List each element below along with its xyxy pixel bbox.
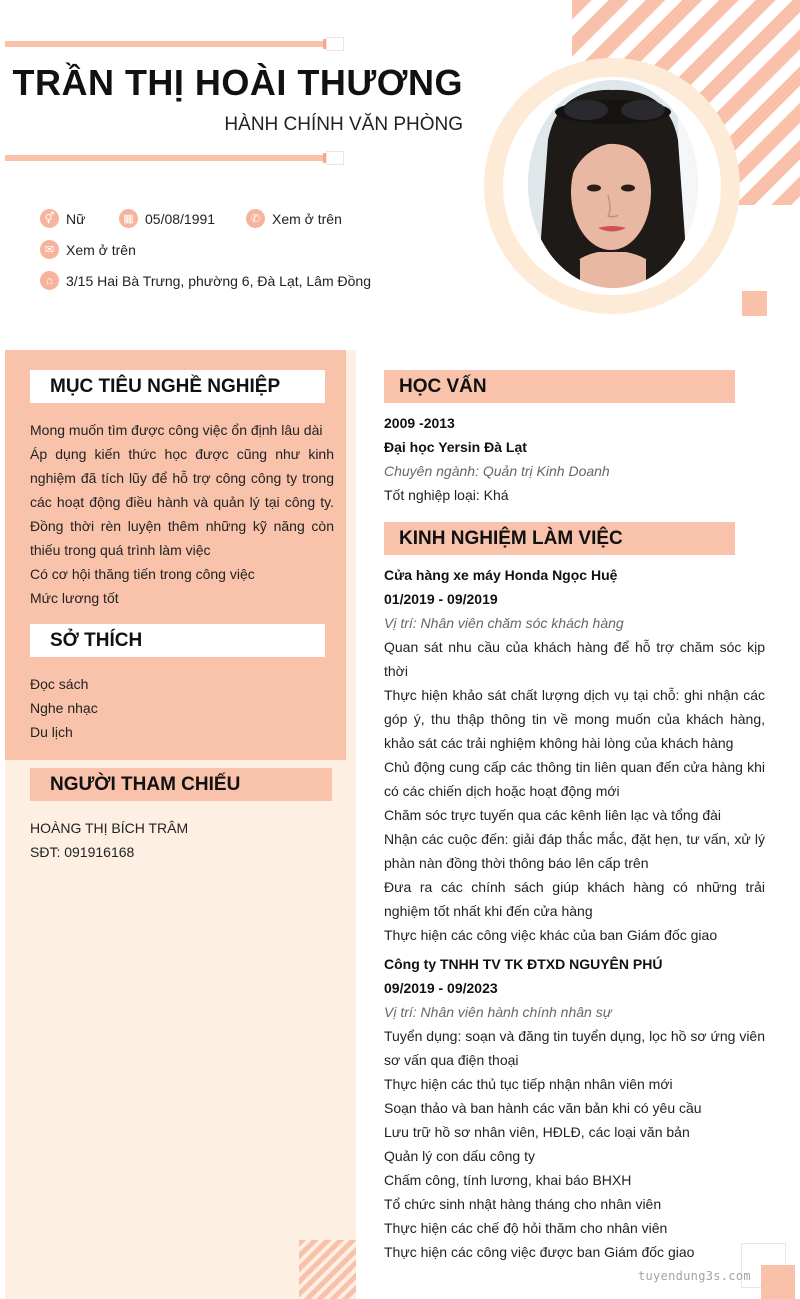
rule-end — [326, 151, 344, 165]
job-period: 09/2019 - 09/2023 — [384, 980, 498, 996]
reference-phone: SĐT: 091916168 — [30, 844, 135, 860]
rule-end — [326, 37, 344, 51]
hobby-item: Du lịch — [30, 724, 73, 740]
gender-value: Nữ — [66, 210, 86, 227]
reference-name: HOÀNG THỊ BÍCH TRÂM — [30, 820, 189, 836]
education-content — [384, 411, 765, 507]
candidate-name: TRẦN THỊ HOÀI THƯƠNG — [12, 62, 463, 103]
job-duty: Chăm sóc trực tuyến qua các kênh liên lạc và tổng đài — [384, 807, 721, 823]
job-duty: Chấm công, tính lương, khai báo BHXH — [384, 1172, 632, 1188]
home-icon: ⌂ — [40, 271, 59, 290]
calendar-icon: ▦ — [119, 209, 138, 228]
hobby-item: Nghe nhạc — [30, 700, 98, 716]
phone-value: Xem ở trên — [272, 210, 342, 227]
bottom-stripes-decoration — [299, 1240, 356, 1299]
job-position: Vị trí: Nhân viên hành chính nhân sự — [384, 1004, 612, 1020]
job-duty: Tuyển dụng: soạn và đăng tin tuyển dụng, lọc hồ sơ ứng viên sơ vấn qua điện thoại — [384, 1028, 765, 1068]
phone-icon: ✆ — [246, 209, 265, 228]
company-name: Công ty TNHH TV TK ĐTXD NGUYÊN PHÚ — [384, 956, 663, 972]
section-title-hobbies: SỞ THÍCH — [30, 624, 325, 657]
job-duty: Thực hiện các công việc được ban Giám đốc giao — [384, 1244, 695, 1260]
job-duty: Thực hiện các công việc khác của ban Giám đốc giao — [384, 927, 718, 943]
birthday-value: 05/08/1991 — [145, 210, 216, 227]
objective-line: Mong muốn tìm được công việc ổn định lâu dài — [30, 422, 323, 438]
education-period: 2009 -2013 — [384, 415, 455, 431]
corner-square-decoration — [761, 1265, 795, 1299]
job-duty: Lưu trữ hồ sơ nhân viên, HĐLĐ, các loại văn bản — [384, 1124, 690, 1140]
education-grade: Tốt nghiệp loại: Khá — [384, 487, 509, 503]
objective-line: Áp dụng kiến thức học được cũng như kinh nghiệm đã tích lũy để hỗ trợ công công ty trong các hoạt động điều hành và quản lý tại công ty. Đồng thời rèn luyện thêm những kỹ năng còn thiếu trong quá trình làm việc — [30, 446, 334, 558]
watermark: tuyendung3s.com — [638, 1269, 751, 1283]
section-title-references: NGƯỜI THAM CHIẾU — [30, 768, 332, 801]
avatar — [528, 80, 698, 288]
job-duty: Chủ động cung cấp các thông tin liên quan đến cửa hàng khi có các chiến dịch hoặc hoạt động mới — [384, 759, 765, 799]
experience-item — [384, 952, 765, 1264]
objective-content — [30, 418, 334, 610]
contact-address — [40, 271, 371, 290]
left-column-edge — [346, 350, 356, 760]
email-value: Xem ở trên — [66, 241, 136, 258]
education-major: Chuyên ngành: Quản trị Kinh Doanh — [384, 463, 610, 479]
job-duty: Soạn thảo và ban hành các văn bản khi có yêu cầu — [384, 1100, 702, 1116]
objective-line: Mức lương tốt — [30, 590, 119, 606]
education-school: Đại học Yersin Đà Lạt — [384, 439, 527, 455]
header-bottom-rule — [5, 155, 323, 161]
contact-phone — [246, 209, 342, 228]
experience-item — [384, 563, 765, 947]
section-title-experience: KINH NGHIỆM LÀM VIỆC — [384, 522, 735, 555]
job-duty: Quản lý con dấu công ty — [384, 1148, 535, 1164]
experience-content — [384, 563, 765, 1264]
header-top-rule — [5, 41, 323, 47]
job-period: 01/2019 - 09/2019 — [384, 591, 498, 607]
decorative-square — [742, 291, 767, 316]
section-title-education: HỌC VẤN — [384, 370, 735, 403]
objective-line: Có cơ hội thăng tiến trong công việc — [30, 566, 255, 582]
job-title: HÀNH CHÍNH VĂN PHÒNG — [224, 114, 463, 135]
gender-icon: ⚥ — [40, 209, 59, 228]
job-duty: Thực hiện các thủ tục tiếp nhận nhân viên mới — [384, 1076, 673, 1092]
references-content — [30, 816, 330, 864]
job-duty: Quan sát nhu cầu của khách hàng để hỗ trợ chăm sóc kịp thời — [384, 639, 765, 679]
hobbies-list — [30, 672, 330, 744]
job-duty: Tổ chức sinh nhật hàng tháng cho nhân viên — [384, 1196, 662, 1212]
contact-gender — [40, 209, 85, 228]
hobby-item: Đọc sách — [30, 676, 89, 692]
job-duty: Thực hiện các chế độ hỏi thăm cho nhân viên — [384, 1220, 668, 1236]
job-position: Vị trí: Nhân viên chăm sóc khách hàng — [384, 615, 624, 631]
section-title-objective: MỤC TIÊU NGHỀ NGHIỆP — [30, 370, 325, 403]
address-value: 3/15 Hai Bà Trưng, phường 6, Đà Lạt, Lâm Đồng — [66, 272, 371, 289]
company-name: Cửa hàng xe máy Honda Ngọc Huệ — [384, 567, 618, 583]
job-duty: Đưa ra các chính sách giúp khách hàng có những trải nghiệm tốt nhất khi đến cửa hàng — [384, 879, 765, 919]
job-duty: Nhận các cuộc đến: giải đáp thắc mắc, đặt hẹn, tư vấn, xử lý phàn nàn đồng thời thông báo lên cấp trên — [384, 831, 765, 871]
contact-email — [40, 240, 136, 259]
mail-icon: ✉ — [40, 240, 59, 259]
job-duty: Thực hiện khảo sát chất lượng dịch vụ tại chỗ: ghi nhận các góp ý, thu thập thông tin về mong muốn của khách hàng, khảo sát các trải nghiệm không hài lòng của khách hàng — [384, 687, 765, 751]
contact-birthday — [119, 209, 215, 228]
